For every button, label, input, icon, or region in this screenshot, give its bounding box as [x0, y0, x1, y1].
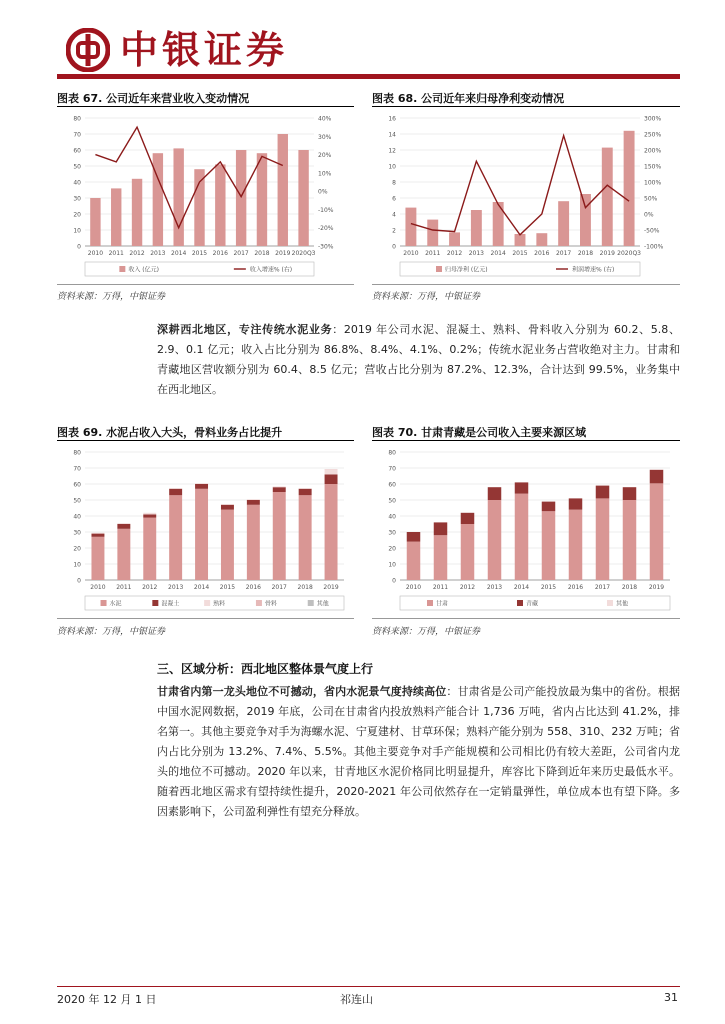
fig68-title: 图表 68. 公司近年来归母净利变动情况	[372, 92, 565, 105]
bar-青藏	[569, 498, 583, 509]
y-tick-label: 40	[73, 513, 81, 521]
y-tick-label: 16	[388, 115, 396, 123]
bar-混凝土	[117, 524, 130, 529]
y-right-tick-label: 100%	[644, 179, 662, 187]
fig67-source: 资料来源：万得，中银证券	[57, 292, 166, 302]
paragraph-northwest-lead: 深耕西北地区，专注传统水泥业务	[157, 323, 333, 336]
fig69-source: 资料来源：万得，中银证券	[57, 627, 166, 637]
legend-label: 其他	[616, 600, 629, 608]
y-tick-label: 10	[388, 561, 396, 569]
legend-swatch	[517, 600, 523, 606]
paragraph-northwest-body: ：2019 年公司水泥、混凝土、熟料、骨料收入分别为 60.2、5.8、2.9、0.1 亿元；收入占比分别为 86.8%、8.4%、4.1%、0.2%；传统水泥业务占营收绝对主力。甘肃和青藏地区营收额分别为 60.4、8.5 亿元；营收占比分别为 87.2%、12.3%，合计达到 99.5%，业务集中在西北地区。	[157, 323, 680, 396]
fig68-source: 资料来源：万得，中银证券	[372, 292, 481, 302]
bar	[558, 201, 569, 246]
x-tick-label: 2015	[540, 584, 557, 591]
fig67-bottom-rule	[57, 284, 354, 285]
y-right-tick-label: 40%	[318, 115, 332, 123]
fig67-title: 图表 67. 公司近年来营业收入变动情况	[57, 92, 250, 105]
x-tick-label: 2012	[459, 584, 476, 591]
bar-水泥	[169, 495, 182, 580]
bar-甘肃	[569, 510, 583, 580]
bar	[257, 153, 267, 246]
y-tick-label: 20	[388, 545, 396, 553]
bar	[624, 131, 635, 246]
x-tick-label: 2011	[425, 250, 441, 257]
fig69-title: 图表 69. 水泥占收入大头，骨料业务占比提升	[57, 426, 283, 439]
x-tick-label: 2020Q3	[291, 250, 316, 257]
bar-混凝土	[143, 514, 156, 517]
y-right-tick-label: 300%	[644, 115, 662, 123]
bar-水泥	[247, 505, 260, 580]
y-tick-label: 0	[392, 577, 396, 585]
fig70-source: 资料来源：万得，中银证券	[372, 627, 481, 637]
bar-混凝土	[195, 484, 208, 489]
line-series	[411, 136, 629, 235]
paragraph-gansu-body: ：甘肃省是公司产能投放最为集中的省份。根据中国水泥网数据，2019 年底，公司在甘肃省内投放熟料产能合计 1,736 万吨，省内占比达到 41.2%，排名第一。其他主要竞争对手为海螺水泥、宁夏建材、甘草环保；熟料产能分别为 558、310、232 万吨；省内占比分别为 13.2%、7.4%、5.5%。其他主要竞争对手产能规模和公司相比仍有较大差距，公司省内龙头的地位不可撼动。2020 年以来，甘青地区水泥价格同比明显提升，库容比下降到近年来历史最低水平。随着西北地区需求有望持续性提升，2020-2021 年公司依然存在一定销量弹性，单位成本也有望下降。多因素影响下，公司盈利弹性有望充分释放。	[157, 685, 680, 818]
paragraph-gansu	[157, 682, 680, 822]
bar-混凝土	[247, 500, 260, 505]
fig68-chart	[372, 108, 680, 280]
bar-熟料	[221, 504, 234, 505]
x-tick-label: 2017	[555, 250, 572, 257]
bar	[153, 153, 163, 246]
bar-水泥	[91, 537, 104, 580]
x-tick-label: 2013	[150, 250, 166, 257]
fig69-chart	[57, 442, 354, 614]
y-tick-label: 80	[73, 449, 81, 457]
bar-混凝土	[91, 534, 104, 537]
bar-青藏	[623, 487, 637, 500]
fig70-chart	[372, 442, 680, 614]
y-right-tick-label: 200%	[644, 147, 662, 155]
bar	[132, 179, 142, 246]
fig68-bottom-rule	[372, 284, 680, 285]
y-right-tick-label: 0%	[318, 188, 328, 196]
bar-甘肃	[542, 511, 556, 580]
bar	[449, 232, 460, 246]
bar-熟料	[325, 470, 338, 475]
x-tick-label: 2016	[567, 584, 584, 591]
y-right-tick-label: -50%	[644, 227, 660, 235]
y-tick-label: 10	[388, 163, 396, 171]
bar-水泥	[325, 484, 338, 580]
y-right-tick-label: 50%	[644, 195, 658, 203]
bar-水泥	[143, 518, 156, 580]
legend-swatch	[256, 600, 262, 606]
y-right-tick-label: 150%	[644, 163, 662, 171]
legend-swatch	[101, 600, 107, 606]
x-tick-label: 2012	[129, 250, 145, 257]
x-tick-label: 2012	[446, 250, 463, 257]
x-tick-label: 2018	[577, 250, 594, 257]
y-tick-label: 0	[392, 243, 396, 251]
x-tick-label: 2019	[599, 250, 615, 257]
x-tick-label: 2014	[193, 584, 210, 591]
y-tick-label: 70	[73, 131, 81, 139]
y-tick-label: 12	[388, 147, 396, 155]
legend-label: 青藏	[526, 600, 539, 608]
bar-熟料	[273, 486, 286, 487]
y-tick-label: 70	[388, 465, 396, 473]
x-tick-label: 2015	[512, 250, 528, 257]
y-tick-label: 4	[392, 211, 396, 219]
y-right-tick-label: 30%	[318, 133, 332, 141]
fig67-chart	[57, 108, 354, 280]
bar-甘肃	[434, 535, 448, 580]
bar-熟料	[169, 488, 182, 489]
bar-甘肃	[650, 483, 664, 580]
fig70-title: 图表 70. 甘肃青藏是公司收入主要来源区域	[372, 426, 587, 439]
bar-其他	[650, 469, 664, 470]
y-right-tick-label: -10%	[318, 206, 334, 214]
x-tick-label: 2011	[108, 250, 124, 257]
bar-骨料	[325, 469, 338, 470]
brand-name: 中银证券	[120, 27, 289, 72]
bar-混凝土	[169, 489, 182, 495]
bar	[278, 134, 288, 246]
bar-水泥	[221, 510, 234, 580]
y-right-tick-label: 20%	[318, 152, 332, 160]
legend-swatch	[308, 600, 314, 606]
bar-混凝土	[325, 474, 338, 484]
x-tick-label: 2019	[648, 584, 665, 591]
y-tick-label: 10	[73, 227, 81, 235]
bar-熟料	[117, 523, 130, 524]
legend-label: 骨料	[264, 600, 277, 608]
x-tick-label: 2016	[212, 250, 228, 257]
footer-rule	[57, 986, 680, 987]
y-tick-label: 40	[73, 179, 81, 187]
y-tick-label: 80	[73, 115, 81, 123]
legend-swatch	[119, 266, 125, 272]
x-tick-label: 2014	[171, 250, 187, 257]
x-tick-label: 2019	[275, 250, 291, 257]
fig69-top-rule	[57, 440, 354, 441]
bar	[580, 194, 591, 246]
bar-甘肃	[461, 524, 475, 580]
footer-author: 祁连山	[340, 993, 373, 1006]
x-tick-label: 2013	[468, 250, 485, 257]
legend-swatch	[204, 600, 210, 606]
bar-混凝土	[299, 489, 312, 495]
bar-甘肃	[596, 498, 610, 580]
x-tick-label: 2018	[621, 584, 638, 591]
bar	[298, 150, 308, 246]
bar-甘肃	[623, 500, 637, 580]
x-tick-label: 2011	[116, 584, 132, 591]
bar-水泥	[117, 529, 130, 580]
fig70-top-rule	[372, 440, 680, 441]
y-right-tick-label: 10%	[318, 170, 332, 178]
y-right-tick-label: 0%	[644, 211, 654, 219]
y-tick-label: 60	[73, 147, 81, 155]
fig68-top-rule	[372, 106, 680, 107]
y-tick-label: 50	[388, 497, 396, 505]
x-tick-label: 2013	[168, 584, 184, 591]
bar-甘肃	[407, 542, 421, 580]
bar	[111, 188, 121, 246]
y-tick-label: 6	[392, 195, 396, 203]
bar-熟料	[143, 513, 156, 515]
x-tick-label: 2011	[432, 584, 449, 591]
fig69-bottom-rule	[57, 618, 354, 619]
legend-swatch	[436, 266, 442, 272]
legend-label: 收入增速% (右)	[249, 266, 293, 274]
y-right-tick-label: -100%	[644, 243, 664, 251]
x-tick-label: 2010	[87, 250, 104, 257]
legend-label: 水泥	[109, 600, 122, 608]
bar-青藏	[515, 482, 529, 493]
y-tick-label: 30	[388, 529, 396, 537]
x-tick-label: 2018	[297, 584, 313, 591]
legend-swatch	[152, 600, 158, 606]
y-tick-label: 60	[73, 481, 81, 489]
bar-青藏	[434, 522, 448, 535]
y-tick-label: 0	[77, 243, 81, 251]
x-tick-label: 2017	[271, 584, 287, 591]
footer-page-number: 31	[664, 991, 678, 1004]
bar	[405, 208, 416, 246]
bar-青藏	[542, 502, 556, 512]
y-tick-label: 50	[73, 497, 81, 505]
fig70-bottom-rule	[372, 618, 680, 619]
bar-熟料	[247, 499, 260, 500]
y-tick-label: 0	[77, 577, 81, 585]
y-right-tick-label: -30%	[318, 243, 334, 251]
paragraph-gansu-lead: 甘肃省内第一龙头地位不可撼动，省内水泥景气度持续高位	[157, 685, 447, 698]
y-right-tick-label: -20%	[318, 225, 334, 233]
bar-甘肃	[488, 500, 502, 580]
y-tick-label: 50	[73, 163, 81, 171]
y-tick-label: 8	[392, 179, 396, 187]
fig67-top-rule	[57, 106, 354, 107]
x-tick-label: 2017	[594, 584, 611, 591]
bar	[215, 164, 225, 246]
y-tick-label: 10	[73, 561, 81, 569]
y-tick-label: 2	[392, 227, 396, 235]
legend-label: 归母净利 (亿元)	[445, 266, 488, 274]
bar-水泥	[299, 495, 312, 580]
x-tick-label: 2015	[191, 250, 208, 257]
y-tick-label: 30	[73, 195, 81, 203]
bar-熟料	[91, 533, 104, 534]
y-right-tick-label: 250%	[644, 131, 662, 139]
bar-青藏	[650, 470, 664, 484]
footer-date: 2020 年 12 月 1 日	[57, 993, 157, 1006]
bar-水泥	[273, 492, 286, 580]
bar-熟料	[195, 483, 208, 484]
bar	[173, 148, 183, 246]
y-tick-label: 14	[388, 131, 396, 139]
legend-label: 甘肃	[436, 600, 449, 608]
bar	[471, 210, 482, 246]
brand-logo	[66, 28, 110, 72]
bar-混凝土	[273, 487, 286, 492]
x-tick-label: 2013	[486, 584, 503, 591]
legend-swatch	[427, 600, 433, 606]
bar-青藏	[488, 487, 502, 500]
y-tick-label: 70	[73, 465, 81, 473]
y-tick-label: 20	[73, 545, 81, 553]
x-tick-label: 2012	[142, 584, 158, 591]
y-tick-label: 80	[388, 449, 396, 457]
paragraph-northwest	[157, 320, 680, 400]
x-tick-label: 2017	[233, 250, 249, 257]
y-tick-label: 30	[73, 529, 81, 537]
bar	[427, 220, 438, 246]
legend-label: 利润增速% (右)	[572, 266, 615, 274]
x-tick-label: 2018	[254, 250, 270, 257]
bar	[90, 198, 100, 246]
bar-水泥	[195, 489, 208, 580]
x-tick-label: 2015	[219, 584, 236, 591]
line-series	[95, 127, 282, 228]
legend-label: 其他	[316, 600, 329, 608]
bar	[236, 150, 246, 246]
y-tick-label: 20	[73, 211, 81, 219]
x-tick-label: 2010	[405, 584, 422, 591]
x-tick-label: 2019	[323, 584, 339, 591]
bar-青藏	[596, 486, 610, 499]
header-rule	[57, 74, 680, 79]
bar-甘肃	[515, 494, 529, 580]
x-tick-label: 2014	[490, 250, 506, 257]
x-tick-label: 2016	[245, 584, 261, 591]
x-tick-label: 2020Q3	[617, 250, 641, 257]
x-tick-label: 2010	[90, 584, 106, 591]
bar-混凝土	[221, 505, 234, 510]
bar	[536, 233, 547, 246]
bar-青藏	[407, 532, 421, 542]
legend-label: 熟料	[213, 600, 226, 608]
bank-logo-icon	[66, 28, 110, 72]
x-tick-label: 2016	[534, 250, 550, 257]
bar	[602, 148, 613, 246]
x-tick-label: 2010	[403, 250, 419, 257]
legend-label: 混凝土	[161, 600, 180, 608]
bar	[194, 169, 204, 246]
legend-swatch	[607, 600, 613, 606]
section-heading: 三、区域分析：西北地区整体景气度上行	[157, 662, 374, 676]
bar-熟料	[299, 488, 312, 489]
y-tick-label: 60	[388, 481, 396, 489]
bar	[515, 234, 526, 246]
y-tick-label: 40	[388, 513, 396, 521]
x-tick-label: 2014	[513, 584, 530, 591]
legend-label: 收入 (亿元)	[128, 266, 159, 274]
bar-青藏	[461, 513, 475, 524]
